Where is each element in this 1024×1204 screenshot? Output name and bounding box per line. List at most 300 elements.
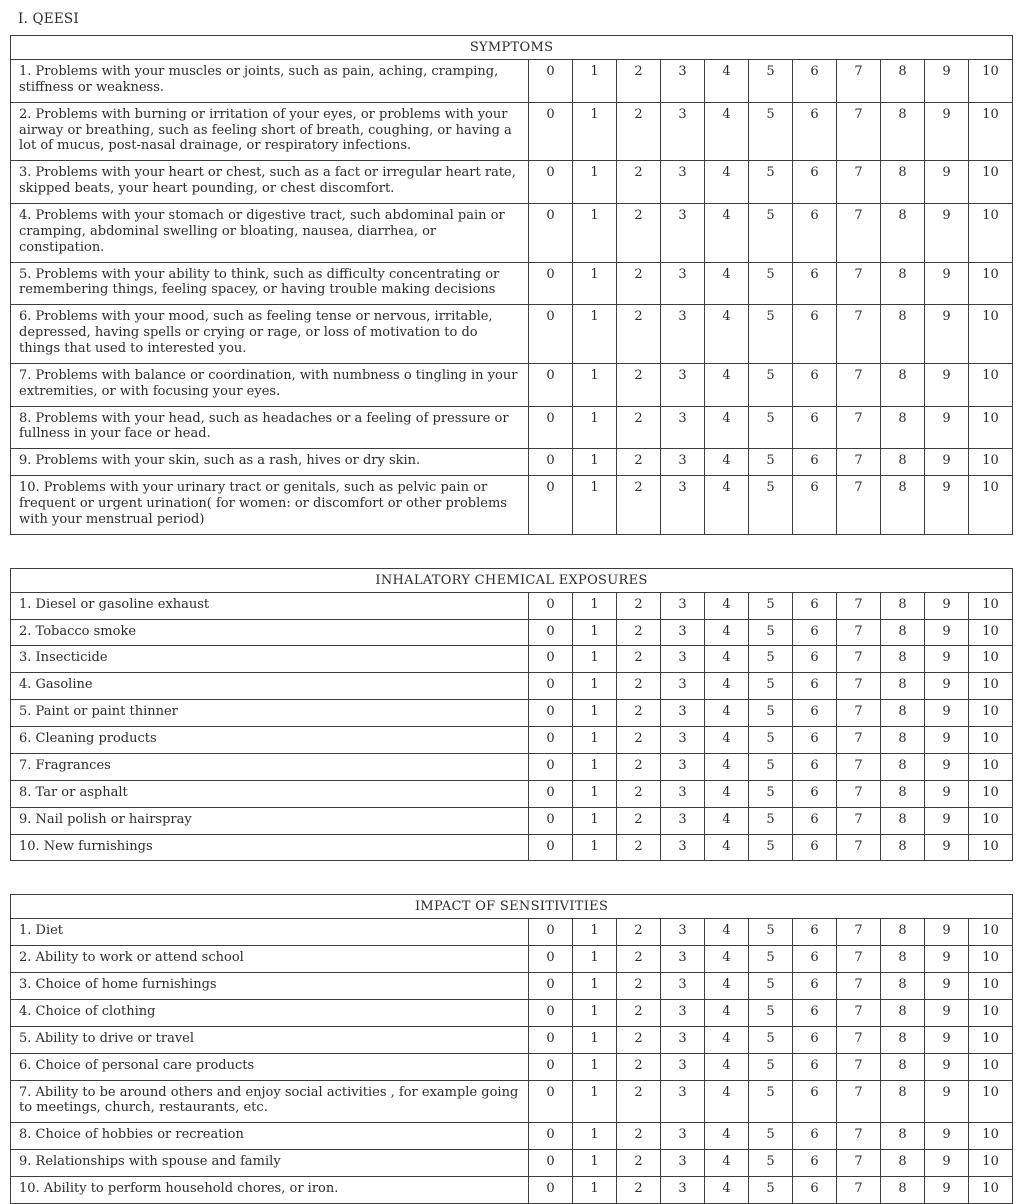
rating-cell[interactable]: 7 [837, 102, 881, 161]
rating-cell[interactable]: 7 [837, 363, 881, 406]
rating-cell[interactable]: 8 [881, 592, 925, 619]
rating-cell[interactable]: 7 [837, 753, 881, 780]
rating-cell[interactable]: 7 [837, 919, 881, 946]
rating-cell[interactable]: 4 [705, 834, 749, 861]
rating-cell[interactable]: 2 [617, 1176, 661, 1203]
rating-cell[interactable]: 10 [969, 753, 1013, 780]
rating-cell[interactable]: 4 [705, 619, 749, 646]
rating-cell[interactable]: 8 [881, 1080, 925, 1123]
rating-cell[interactable]: 3 [661, 262, 705, 305]
rating-cell[interactable]: 5 [749, 619, 793, 646]
rating-cell[interactable]: 7 [837, 161, 881, 204]
rating-cell[interactable]: 5 [749, 727, 793, 754]
rating-cell[interactable]: 5 [749, 919, 793, 946]
rating-cell[interactable]: 1 [573, 973, 617, 1000]
rating-cell[interactable]: 10 [969, 834, 1013, 861]
rating-cell[interactable]: 6 [793, 1080, 837, 1123]
rating-cell[interactable]: 9 [925, 204, 969, 263]
rating-cell[interactable]: 2 [617, 780, 661, 807]
rating-cell[interactable]: 9 [925, 1026, 969, 1053]
rating-cell[interactable]: 1 [573, 449, 617, 476]
rating-cell[interactable]: 2 [617, 262, 661, 305]
rating-cell[interactable]: 6 [793, 1123, 837, 1150]
rating-cell[interactable]: 10 [969, 305, 1013, 364]
rating-cell[interactable]: 4 [705, 102, 749, 161]
rating-cell[interactable]: 2 [617, 592, 661, 619]
rating-cell[interactable]: 3 [661, 753, 705, 780]
rating-cell[interactable]: 7 [837, 834, 881, 861]
rating-cell[interactable]: 5 [749, 161, 793, 204]
rating-cell[interactable]: 1 [573, 1026, 617, 1053]
rating-cell[interactable]: 4 [705, 204, 749, 263]
rating-cell[interactable]: 5 [749, 305, 793, 364]
rating-cell[interactable]: 7 [837, 592, 881, 619]
rating-cell[interactable]: 0 [529, 919, 573, 946]
rating-cell[interactable]: 5 [749, 476, 793, 535]
rating-cell[interactable]: 5 [749, 700, 793, 727]
rating-cell[interactable]: 8 [881, 919, 925, 946]
rating-cell[interactable]: 1 [573, 834, 617, 861]
rating-cell[interactable]: 1 [573, 476, 617, 535]
rating-cell[interactable]: 8 [881, 476, 925, 535]
rating-cell[interactable]: 0 [529, 305, 573, 364]
rating-cell[interactable]: 4 [705, 700, 749, 727]
rating-cell[interactable]: 6 [793, 60, 837, 103]
rating-cell[interactable]: 3 [661, 449, 705, 476]
rating-cell[interactable]: 5 [749, 592, 793, 619]
rating-cell[interactable]: 7 [837, 646, 881, 673]
rating-cell[interactable]: 2 [617, 727, 661, 754]
rating-cell[interactable]: 3 [661, 1053, 705, 1080]
rating-cell[interactable]: 7 [837, 673, 881, 700]
rating-cell[interactable]: 9 [925, 1123, 969, 1150]
rating-cell[interactable]: 7 [837, 807, 881, 834]
rating-cell[interactable]: 10 [969, 727, 1013, 754]
rating-cell[interactable]: 4 [705, 406, 749, 449]
rating-cell[interactable]: 1 [573, 592, 617, 619]
rating-cell[interactable]: 10 [969, 1026, 1013, 1053]
rating-cell[interactable]: 2 [617, 476, 661, 535]
rating-cell[interactable]: 7 [837, 449, 881, 476]
rating-cell[interactable]: 6 [793, 919, 837, 946]
rating-cell[interactable]: 5 [749, 780, 793, 807]
rating-cell[interactable]: 10 [969, 262, 1013, 305]
rating-cell[interactable]: 2 [617, 406, 661, 449]
rating-cell[interactable]: 2 [617, 363, 661, 406]
rating-cell[interactable]: 4 [705, 363, 749, 406]
rating-cell[interactable]: 10 [969, 673, 1013, 700]
rating-cell[interactable]: 0 [529, 1053, 573, 1080]
rating-cell[interactable]: 2 [617, 161, 661, 204]
rating-cell[interactable]: 9 [925, 973, 969, 1000]
rating-cell[interactable]: 9 [925, 1080, 969, 1123]
rating-cell[interactable]: 8 [881, 834, 925, 861]
rating-cell[interactable]: 4 [705, 1026, 749, 1053]
rating-cell[interactable]: 4 [705, 946, 749, 973]
rating-cell[interactable]: 6 [793, 753, 837, 780]
rating-cell[interactable]: 6 [793, 161, 837, 204]
rating-cell[interactable]: 1 [573, 780, 617, 807]
rating-cell[interactable]: 0 [529, 1176, 573, 1203]
rating-cell[interactable]: 0 [529, 1080, 573, 1123]
rating-cell[interactable]: 3 [661, 646, 705, 673]
rating-cell[interactable]: 8 [881, 727, 925, 754]
rating-cell[interactable]: 8 [881, 60, 925, 103]
rating-cell[interactable]: 3 [661, 1026, 705, 1053]
rating-cell[interactable]: 1 [573, 60, 617, 103]
rating-cell[interactable]: 6 [793, 619, 837, 646]
rating-cell[interactable]: 5 [749, 449, 793, 476]
rating-cell[interactable]: 3 [661, 1176, 705, 1203]
rating-cell[interactable]: 7 [837, 406, 881, 449]
rating-cell[interactable]: 9 [925, 1176, 969, 1203]
rating-cell[interactable]: 3 [661, 673, 705, 700]
rating-cell[interactable]: 6 [793, 999, 837, 1026]
rating-cell[interactable]: 8 [881, 1053, 925, 1080]
rating-cell[interactable]: 9 [925, 727, 969, 754]
rating-cell[interactable]: 9 [925, 262, 969, 305]
rating-cell[interactable]: 1 [573, 262, 617, 305]
rating-cell[interactable]: 5 [749, 204, 793, 263]
rating-cell[interactable]: 5 [749, 946, 793, 973]
rating-cell[interactable]: 1 [573, 1080, 617, 1123]
rating-cell[interactable]: 0 [529, 161, 573, 204]
rating-cell[interactable]: 2 [617, 1053, 661, 1080]
rating-cell[interactable]: 5 [749, 646, 793, 673]
rating-cell[interactable]: 0 [529, 262, 573, 305]
rating-cell[interactable]: 7 [837, 1123, 881, 1150]
rating-cell[interactable]: 10 [969, 1176, 1013, 1203]
rating-cell[interactable]: 0 [529, 973, 573, 1000]
rating-cell[interactable]: 6 [793, 780, 837, 807]
rating-cell[interactable]: 10 [969, 60, 1013, 103]
rating-cell[interactable]: 5 [749, 1053, 793, 1080]
rating-cell[interactable]: 1 [573, 1053, 617, 1080]
rating-cell[interactable]: 2 [617, 700, 661, 727]
rating-cell[interactable]: 1 [573, 919, 617, 946]
rating-cell[interactable]: 4 [705, 999, 749, 1026]
rating-cell[interactable]: 7 [837, 262, 881, 305]
rating-cell[interactable]: 1 [573, 673, 617, 700]
rating-cell[interactable]: 7 [837, 1080, 881, 1123]
rating-cell[interactable]: 10 [969, 619, 1013, 646]
rating-cell[interactable]: 1 [573, 619, 617, 646]
rating-cell[interactable]: 8 [881, 946, 925, 973]
rating-cell[interactable]: 7 [837, 700, 881, 727]
rating-cell[interactable]: 6 [793, 834, 837, 861]
rating-cell[interactable]: 5 [749, 973, 793, 1000]
rating-cell[interactable]: 2 [617, 646, 661, 673]
rating-cell[interactable]: 6 [793, 727, 837, 754]
rating-cell[interactable]: 3 [661, 406, 705, 449]
rating-cell[interactable]: 1 [573, 700, 617, 727]
rating-cell[interactable]: 9 [925, 673, 969, 700]
rating-cell[interactable]: 9 [925, 619, 969, 646]
rating-cell[interactable]: 10 [969, 973, 1013, 1000]
rating-cell[interactable]: 3 [661, 780, 705, 807]
rating-cell[interactable]: 0 [529, 102, 573, 161]
rating-cell[interactable]: 4 [705, 973, 749, 1000]
rating-cell[interactable]: 7 [837, 1176, 881, 1203]
rating-cell[interactable]: 6 [793, 973, 837, 1000]
rating-cell[interactable]: 0 [529, 780, 573, 807]
rating-cell[interactable]: 7 [837, 619, 881, 646]
rating-cell[interactable]: 2 [617, 973, 661, 1000]
rating-cell[interactable]: 1 [573, 646, 617, 673]
rating-cell[interactable]: 2 [617, 1123, 661, 1150]
rating-cell[interactable]: 3 [661, 102, 705, 161]
rating-cell[interactable]: 4 [705, 673, 749, 700]
rating-cell[interactable]: 2 [617, 834, 661, 861]
rating-cell[interactable]: 6 [793, 646, 837, 673]
rating-cell[interactable]: 1 [573, 753, 617, 780]
rating-cell[interactable]: 4 [705, 449, 749, 476]
rating-cell[interactable]: 6 [793, 807, 837, 834]
rating-cell[interactable]: 1 [573, 1176, 617, 1203]
rating-cell[interactable]: 3 [661, 363, 705, 406]
rating-cell[interactable]: 4 [705, 1176, 749, 1203]
rating-cell[interactable]: 0 [529, 999, 573, 1026]
rating-cell[interactable]: 2 [617, 999, 661, 1026]
rating-cell[interactable]: 0 [529, 449, 573, 476]
rating-cell[interactable]: 8 [881, 619, 925, 646]
rating-cell[interactable]: 4 [705, 262, 749, 305]
rating-cell[interactable]: 5 [749, 1176, 793, 1203]
rating-cell[interactable]: 0 [529, 204, 573, 263]
rating-cell[interactable]: 1 [573, 161, 617, 204]
rating-cell[interactable]: 1 [573, 946, 617, 973]
rating-cell[interactable]: 8 [881, 449, 925, 476]
rating-cell[interactable]: 7 [837, 476, 881, 535]
rating-cell[interactable]: 7 [837, 305, 881, 364]
rating-cell[interactable]: 5 [749, 363, 793, 406]
rating-cell[interactable]: 0 [529, 646, 573, 673]
rating-cell[interactable]: 1 [573, 363, 617, 406]
rating-cell[interactable]: 4 [705, 727, 749, 754]
rating-cell[interactable]: 7 [837, 1053, 881, 1080]
rating-cell[interactable]: 10 [969, 476, 1013, 535]
rating-cell[interactable]: 4 [705, 305, 749, 364]
rating-cell[interactable]: 2 [617, 673, 661, 700]
rating-cell[interactable]: 3 [661, 1150, 705, 1177]
rating-cell[interactable]: 1 [573, 1123, 617, 1150]
rating-cell[interactable]: 3 [661, 476, 705, 535]
rating-cell[interactable]: 6 [793, 363, 837, 406]
rating-cell[interactable]: 6 [793, 1150, 837, 1177]
rating-cell[interactable]: 0 [529, 753, 573, 780]
rating-cell[interactable]: 1 [573, 1150, 617, 1177]
rating-cell[interactable]: 4 [705, 646, 749, 673]
rating-cell[interactable]: 3 [661, 700, 705, 727]
rating-cell[interactable]: 9 [925, 807, 969, 834]
rating-cell[interactable]: 5 [749, 406, 793, 449]
rating-cell[interactable]: 9 [925, 449, 969, 476]
rating-cell[interactable]: 6 [793, 673, 837, 700]
rating-cell[interactable]: 1 [573, 727, 617, 754]
rating-cell[interactable]: 5 [749, 60, 793, 103]
rating-cell[interactable]: 7 [837, 60, 881, 103]
rating-cell[interactable]: 8 [881, 363, 925, 406]
rating-cell[interactable]: 8 [881, 406, 925, 449]
rating-cell[interactable]: 6 [793, 204, 837, 263]
rating-cell[interactable]: 2 [617, 946, 661, 973]
rating-cell[interactable]: 9 [925, 919, 969, 946]
rating-cell[interactable]: 8 [881, 646, 925, 673]
rating-cell[interactable]: 8 [881, 1026, 925, 1053]
rating-cell[interactable]: 2 [617, 1150, 661, 1177]
rating-cell[interactable]: 2 [617, 60, 661, 103]
rating-cell[interactable]: 7 [837, 1026, 881, 1053]
rating-cell[interactable]: 7 [837, 1150, 881, 1177]
rating-cell[interactable]: 5 [749, 1080, 793, 1123]
rating-cell[interactable]: 0 [529, 700, 573, 727]
rating-cell[interactable]: 4 [705, 919, 749, 946]
rating-cell[interactable]: 10 [969, 449, 1013, 476]
rating-cell[interactable]: 8 [881, 1150, 925, 1177]
rating-cell[interactable]: 6 [793, 700, 837, 727]
rating-cell[interactable]: 3 [661, 592, 705, 619]
rating-cell[interactable]: 5 [749, 1026, 793, 1053]
rating-cell[interactable]: 10 [969, 1150, 1013, 1177]
rating-cell[interactable]: 6 [793, 476, 837, 535]
rating-cell[interactable]: 1 [573, 406, 617, 449]
rating-cell[interactable]: 5 [749, 262, 793, 305]
rating-cell[interactable]: 2 [617, 753, 661, 780]
rating-cell[interactable]: 2 [617, 1026, 661, 1053]
rating-cell[interactable]: 6 [793, 262, 837, 305]
rating-cell[interactable]: 3 [661, 60, 705, 103]
rating-cell[interactable]: 3 [661, 999, 705, 1026]
rating-cell[interactable]: 5 [749, 999, 793, 1026]
rating-cell[interactable]: 8 [881, 973, 925, 1000]
rating-cell[interactable]: 10 [969, 406, 1013, 449]
rating-cell[interactable]: 9 [925, 305, 969, 364]
rating-cell[interactable]: 9 [925, 753, 969, 780]
rating-cell[interactable]: 9 [925, 646, 969, 673]
rating-cell[interactable]: 4 [705, 476, 749, 535]
rating-cell[interactable]: 3 [661, 919, 705, 946]
rating-cell[interactable]: 0 [529, 807, 573, 834]
rating-cell[interactable]: 6 [793, 946, 837, 973]
rating-cell[interactable]: 7 [837, 973, 881, 1000]
rating-cell[interactable]: 3 [661, 161, 705, 204]
rating-cell[interactable]: 6 [793, 1053, 837, 1080]
rating-cell[interactable]: 3 [661, 619, 705, 646]
rating-cell[interactable]: 1 [573, 204, 617, 263]
rating-cell[interactable]: 8 [881, 753, 925, 780]
rating-cell[interactable]: 7 [837, 204, 881, 263]
rating-cell[interactable]: 7 [837, 780, 881, 807]
rating-cell[interactable]: 6 [793, 1026, 837, 1053]
rating-cell[interactable]: 2 [617, 919, 661, 946]
rating-cell[interactable]: 2 [617, 305, 661, 364]
rating-cell[interactable]: 9 [925, 1150, 969, 1177]
rating-cell[interactable]: 8 [881, 262, 925, 305]
rating-cell[interactable]: 6 [793, 102, 837, 161]
rating-cell[interactable]: 1 [573, 999, 617, 1026]
rating-cell[interactable]: 3 [661, 807, 705, 834]
rating-cell[interactable]: 4 [705, 1080, 749, 1123]
rating-cell[interactable]: 6 [793, 406, 837, 449]
rating-cell[interactable]: 7 [837, 946, 881, 973]
rating-cell[interactable]: 10 [969, 363, 1013, 406]
rating-cell[interactable]: 9 [925, 406, 969, 449]
rating-cell[interactable]: 5 [749, 1150, 793, 1177]
rating-cell[interactable]: 10 [969, 161, 1013, 204]
rating-cell[interactable]: 10 [969, 1080, 1013, 1123]
rating-cell[interactable]: 4 [705, 60, 749, 103]
rating-cell[interactable]: 2 [617, 102, 661, 161]
rating-cell[interactable]: 10 [969, 946, 1013, 973]
rating-cell[interactable]: 0 [529, 363, 573, 406]
rating-cell[interactable]: 9 [925, 363, 969, 406]
rating-cell[interactable]: 7 [837, 999, 881, 1026]
rating-cell[interactable]: 8 [881, 673, 925, 700]
rating-cell[interactable]: 5 [749, 834, 793, 861]
rating-cell[interactable]: 9 [925, 999, 969, 1026]
rating-cell[interactable]: 8 [881, 780, 925, 807]
rating-cell[interactable]: 2 [617, 204, 661, 263]
rating-cell[interactable]: 5 [749, 102, 793, 161]
rating-cell[interactable]: 9 [925, 102, 969, 161]
rating-cell[interactable]: 0 [529, 1026, 573, 1053]
rating-cell[interactable]: 1 [573, 305, 617, 364]
rating-cell[interactable]: 8 [881, 305, 925, 364]
rating-cell[interactable]: 9 [925, 780, 969, 807]
rating-cell[interactable]: 9 [925, 161, 969, 204]
rating-cell[interactable]: 9 [925, 834, 969, 861]
rating-cell[interactable]: 0 [529, 1123, 573, 1150]
rating-cell[interactable]: 8 [881, 807, 925, 834]
rating-cell[interactable]: 2 [617, 807, 661, 834]
rating-cell[interactable]: 6 [793, 305, 837, 364]
rating-cell[interactable]: 10 [969, 780, 1013, 807]
rating-cell[interactable]: 10 [969, 102, 1013, 161]
rating-cell[interactable]: 4 [705, 753, 749, 780]
rating-cell[interactable]: 8 [881, 102, 925, 161]
rating-cell[interactable]: 0 [529, 60, 573, 103]
rating-cell[interactable]: 9 [925, 1053, 969, 1080]
rating-cell[interactable]: 2 [617, 1080, 661, 1123]
rating-cell[interactable]: 10 [969, 1053, 1013, 1080]
rating-cell[interactable]: 8 [881, 1176, 925, 1203]
rating-cell[interactable]: 0 [529, 673, 573, 700]
rating-cell[interactable]: 10 [969, 919, 1013, 946]
rating-cell[interactable]: 3 [661, 946, 705, 973]
rating-cell[interactable]: 10 [969, 700, 1013, 727]
rating-cell[interactable]: 4 [705, 1123, 749, 1150]
rating-cell[interactable]: 3 [661, 1123, 705, 1150]
rating-cell[interactable]: 10 [969, 204, 1013, 263]
rating-cell[interactable]: 8 [881, 161, 925, 204]
rating-cell[interactable]: 5 [749, 1123, 793, 1150]
rating-cell[interactable]: 9 [925, 700, 969, 727]
rating-cell[interactable]: 9 [925, 476, 969, 535]
rating-cell[interactable]: 4 [705, 780, 749, 807]
rating-cell[interactable]: 6 [793, 592, 837, 619]
rating-cell[interactable]: 10 [969, 592, 1013, 619]
rating-cell[interactable]: 4 [705, 1053, 749, 1080]
rating-cell[interactable]: 5 [749, 753, 793, 780]
rating-cell[interactable]: 3 [661, 973, 705, 1000]
rating-cell[interactable]: 4 [705, 592, 749, 619]
rating-cell[interactable]: 8 [881, 999, 925, 1026]
rating-cell[interactable]: 3 [661, 834, 705, 861]
rating-cell[interactable]: 0 [529, 727, 573, 754]
rating-cell[interactable]: 3 [661, 305, 705, 364]
rating-cell[interactable]: 1 [573, 807, 617, 834]
rating-cell[interactable]: 2 [617, 619, 661, 646]
